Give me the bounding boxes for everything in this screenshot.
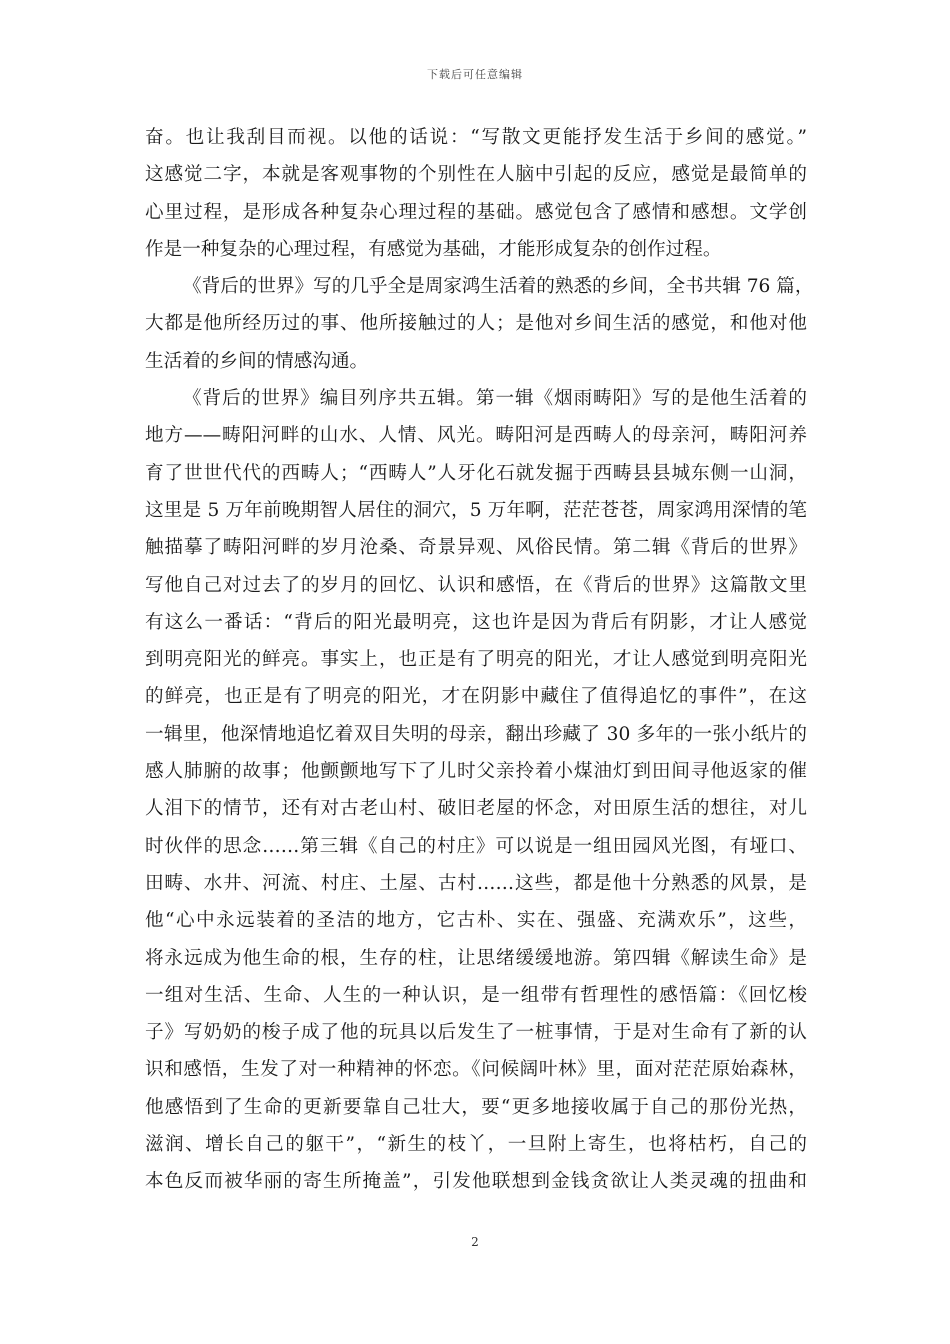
text-line: 一组对生活、生命、人生的一种认识，是一组带有哲理性的感悟篇：《回忆梭 xyxy=(145,984,807,1006)
text-line: 大都是他所经历过的事、他所接触过的人；是他对乡间生活的感觉，和他对他 xyxy=(145,313,807,335)
text-line: 有这么一番话：“背后的阳光最明亮，这也许是因为背后有阴影，才让人感觉 xyxy=(145,611,807,633)
text-line: 人泪下的情节，还有对古老山村、破旧老屋的怀念，对田原生活的想往，对儿 xyxy=(145,798,807,820)
text-line: 育了世世代代的西畴人；“西畴人”人牙化石就发掘于西畴县县城东侧一山洞， xyxy=(145,462,807,484)
text-line: 他“心中永远装着的圣洁的地方，它古朴、实在、强盛、充满欢乐”，这些， xyxy=(145,910,807,932)
text-line: 田畴、水井、河流、村庄、土屋、古村……这些，都是他十分熟悉的风景，是 xyxy=(145,872,807,894)
text-line: 一辑里，他深情地追忆着双目失明的母亲，翻出珍藏了 30 多年的一张小纸片的 xyxy=(145,723,807,745)
text-line: 的鲜亮，也正是有了明亮的阳光，才在阴影中藏住了值得追忆的事件”，在这 xyxy=(145,686,807,708)
text-line: 将永远成为他生命的根，生存的柱，让思绪缓缓地游。第四辑《解读生命》是 xyxy=(145,947,807,969)
text-line: 生活着的乡间的情感沟通。 xyxy=(145,350,369,372)
text-line: 奋。也让我刮目而视。以他的话说：“写散文更能抒发生活于乡间的感觉。” xyxy=(145,127,807,148)
document-body xyxy=(145,119,814,1201)
page-number: 2 xyxy=(471,1235,479,1249)
text-line: 识和感悟，生发了对一种精神的怀恋。《问候阔叶林》里，面对茫茫原始森林， xyxy=(145,1059,807,1081)
text-line: 写他自己对过去了的岁月的回忆、认识和感悟，在《背后的世界》这篇散文里 xyxy=(145,574,807,596)
text-line: 感人肺腑的故事；他颤颤地写下了儿时父亲拎着小煤油灯到田间寻他返家的催 xyxy=(145,761,807,783)
page-header: 下载后可任意编辑 xyxy=(427,68,523,81)
text-line: 滋润、增长自己的躯干”，“新生的枝丫，一旦附上寄生，也将枯朽，自己的 xyxy=(145,1134,807,1156)
text-line: 这感觉二字，本就是客观事物的个别性在人脑中引起的反应，感觉是最简单的 xyxy=(145,164,807,186)
text-line: 触描摹了畴阳河畔的岁月沧桑、奇景异观、风俗民情。第二辑《背后的世界》 xyxy=(145,537,807,559)
text-line: 时伙伴的思念……第三辑《自己的村庄》可以说是一组田园风光图，有垭口、 xyxy=(145,835,807,857)
text-line: 到明亮阳光的鲜亮。事实上，也正是有了明亮的阳光，才让人感觉到明亮阳光 xyxy=(145,649,807,671)
paragraph xyxy=(145,119,807,268)
text-line: 作是一种复杂的心理过程，有感觉为基础，才能形成复杂的创作过程。 xyxy=(145,238,722,260)
text-line: 心里过程，是形成各种复杂心理过程的基础。感觉包含了感情和感想。文学创 xyxy=(145,201,807,223)
text-line: 《背后的世界》写的几乎全是周家鸿生活着的熟悉的乡间，全书共辑 76 篇， xyxy=(183,276,814,298)
text-line: 《背后的世界》编目列序共五辑。第一辑《烟雨畴阳》写的是他生活着的 xyxy=(183,388,807,410)
text-line: 他感悟到了生命的更新要靠自己壮大，要“更多地接收属于自己的那份光热， xyxy=(145,1096,807,1118)
text-line: 这里是 5 万年前晚期智人居住的洞穴，5 万年啊，茫茫苍苍，周家鸿用深情的笔 xyxy=(145,499,807,521)
text-line: 子》写奶奶的梭子成了他的玩具以后发生了一桩事情，于是对生命有了新的认 xyxy=(145,1022,807,1044)
text-line: 本色反而被华丽的寄生所掩盖”，引发他联想到金钱贪欲让人类灵魂的扭曲和 xyxy=(145,1171,807,1193)
paragraph xyxy=(145,268,814,380)
paragraph xyxy=(145,380,807,1201)
text-line: 地方——畴阳河畔的山水、人情、风光。畴阳河是西畴人的母亲河，畴阳河养 xyxy=(145,425,807,447)
